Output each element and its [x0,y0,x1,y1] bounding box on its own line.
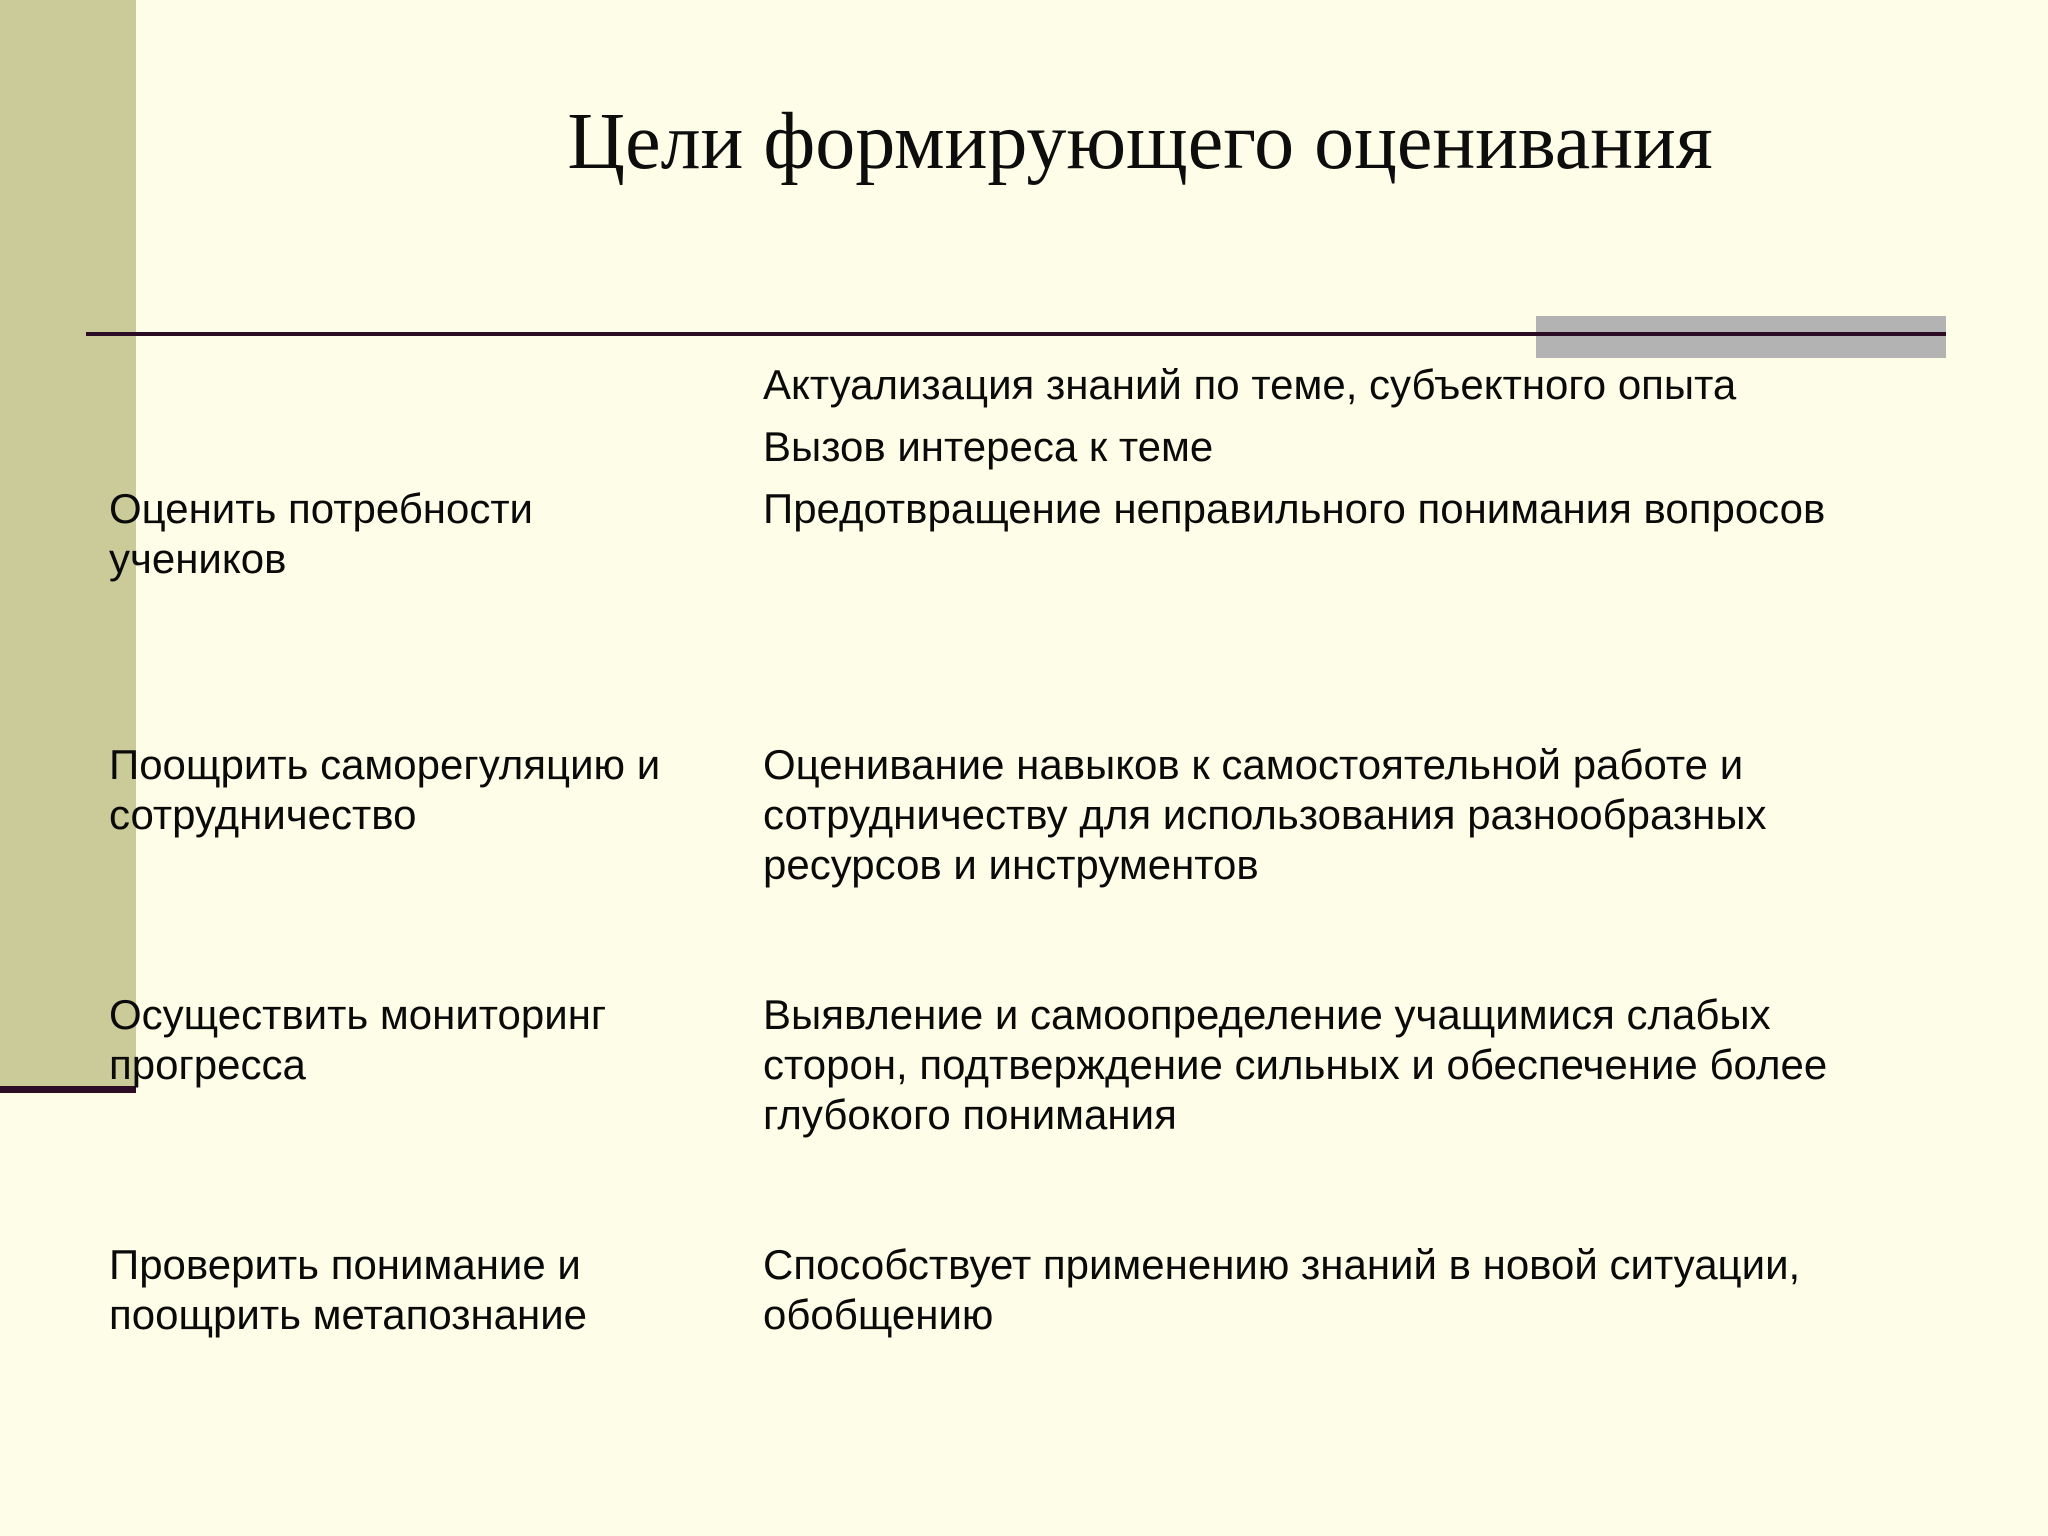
row-3-description-line: Выявление и самоопределение учащимися слабых [763,991,1771,1038]
row-4-description [763,1240,1800,1340]
row-2-goal [109,740,660,840]
row-2-description [763,740,1767,890]
row-1-description-line: Вызов интереса к теме [763,423,1214,470]
slide-title: Цели формирующего оценивания [567,98,1713,186]
row-4-goal [109,1240,587,1340]
row-2-goal-line: Поощрить саморегуляцию и [109,741,661,788]
row-2-description-line: сотрудничеству для использования разнообразных [763,791,1767,838]
row-3-goal-line: прогресса [109,1041,306,1088]
row-1-description-line: Предотвращение неправильного понимания вопросов [763,485,1826,532]
row-4-goal-line: Проверить понимание и [109,1241,581,1288]
row-4-description-line: обобщению [763,1291,994,1338]
row-2-description-line: ресурсов и инструментов [763,841,1259,888]
row-3-description [763,990,1827,1140]
row-1-goal-line: учеников [109,535,287,582]
divider-line [86,332,1946,336]
row-3-goal-line: Осуществить мониторинг [109,991,607,1038]
row-1-description [763,360,1825,534]
row-3-goal [109,990,606,1090]
row-4-goal-line: поощрить метапознание [109,1291,588,1338]
row-1-description-line: Актуализация знаний по теме, субъектного опыта [763,361,1737,408]
row-4-description-line: Способствует применению знаний в новой ситуации, [763,1241,1801,1288]
row-1-goal-line: Оценить потребности [109,485,534,532]
row-2-description-line: Оценивание навыков к самостоятельной работе и [763,741,1744,788]
row-1-goal [109,484,533,584]
row-3-description-line: глубокого понимания [763,1091,1177,1138]
divider-gray-block [1536,316,1946,358]
row-2-goal-line: сотрудничество [109,791,417,838]
row-3-description-line: сторон, подтверждение сильных и обеспечение более [763,1041,1828,1088]
